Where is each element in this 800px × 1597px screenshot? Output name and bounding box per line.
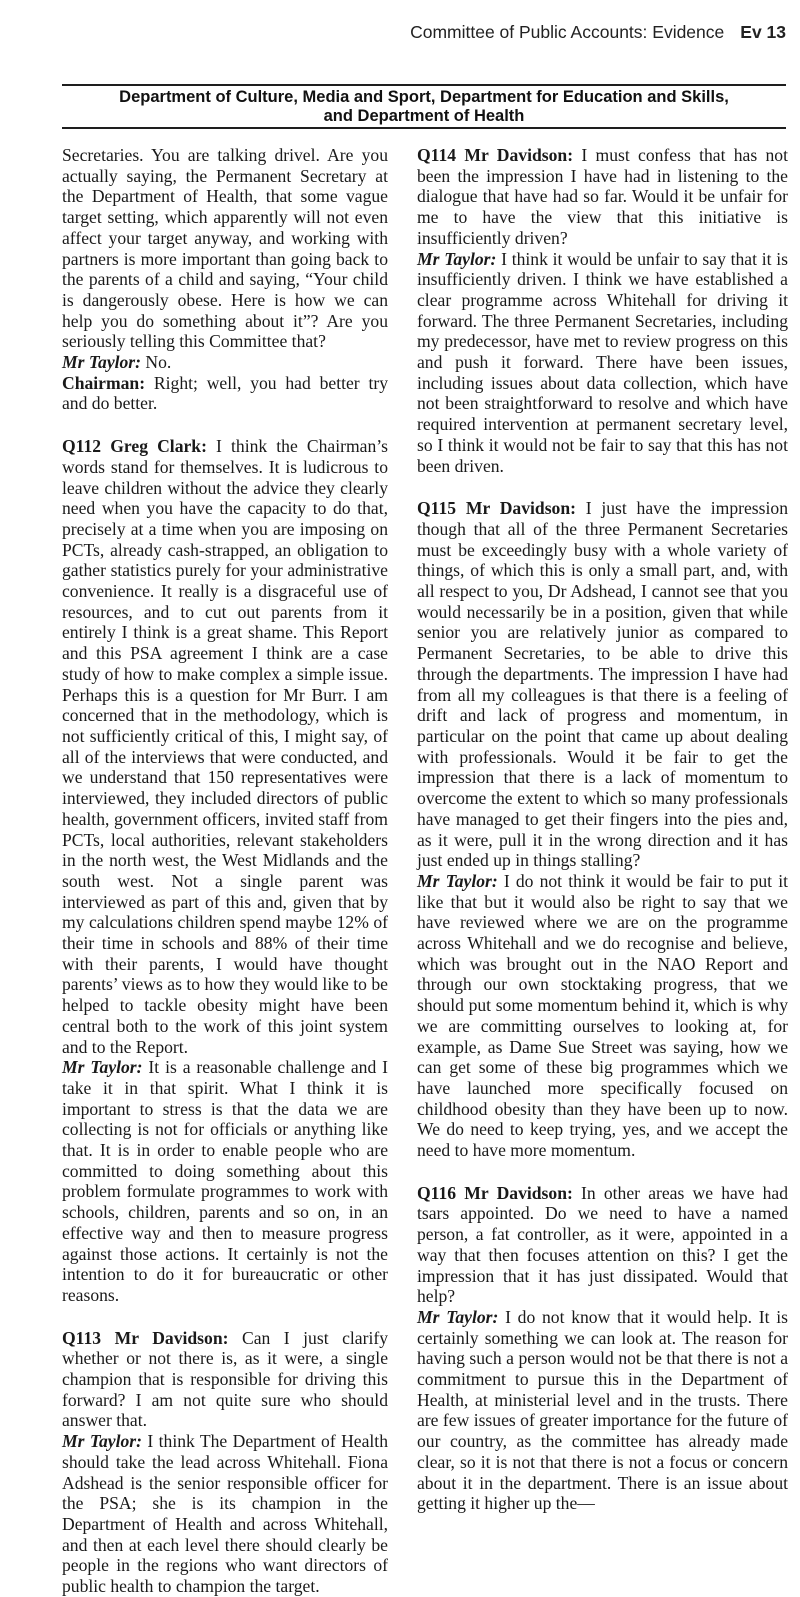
question-number: Q112: [62, 436, 102, 457]
question-q115: [417, 498, 788, 871]
answer-text: I think it would be unfair to say that it is insufficiently driven. I think we have established a clear programme across Whitehall for driving it forward. The three Permanent Secretaries, including my predecessor, have met to review progress on this and push it forward. There have been issues, including issues about data collection, which have not been straightforward to resolve and which have required intervention at permanent secretary level, so I think it would not be fair to say that this has not been driven.: [417, 248, 788, 476]
answer-paragraph: [417, 871, 788, 1161]
speaker-name: Mr Taylor:: [62, 1057, 143, 1078]
speaker-name: Greg Clark:: [110, 436, 207, 457]
answer-paragraph: [417, 1307, 788, 1514]
question-text: I think the Chairman’s words stand for themselves. It is ludicrous to leave children without the advice they clearly need when you have the capacity to do that, precisely at a time when you are imposing on PCTs, already cash-strapped, an obligation to gather statistics purely for your administrative convenience. It really is a disgraceful use of resources, and to cut out parents from it entirely I think is a great shame. This Report and this PSA agreement I think are a case study of how to make complex a simple issue. Perhaps this is a question for Mr Burr. I am concerned that in the methodology, which is not sufficiently critical of this, I might say, of all of the interviews that were conducted, and we understand that 150 representatives were interviewed, they included directors of public health, government officers, invited staff from PCTs, local authorities, relevant stakeholders in the north west, the West Midlands and the south west. Not a single parent was interviewed as part of this and, given that by my calculations children spend maybe 12% of their time in schools and 88% of their time with their parents, I would have thought parents’ views as to how they would like to be helped to tackle obesity might have been central both to the work of this joint system and to the Report.: [62, 436, 388, 1057]
speaker-name: Mr Taylor:: [417, 248, 497, 269]
answer-text: No.: [141, 352, 172, 373]
bottom-rule: [62, 127, 786, 129]
chairman-paragraph: [62, 373, 388, 414]
answer-paragraph: [417, 249, 788, 477]
top-rule: [62, 84, 786, 86]
page-number: Ev 13: [740, 22, 786, 42]
question-q113: [62, 1328, 388, 1432]
answer-text: I do not think it would be fair to put it like that but it would also be right to say that we have reviewed where we are on the programme across Whitehall and we do recognise and believe, which was brought out in the NAO Report and through our own stocktaking progress, that we should put some momentum behind it, which is why we are committing ourselves to looking at, for example, as Dame Sue Street was saying, how we can get some of these big programmes which we have launched more specifically focused on childhood obesity than they have been up to now. We do need to keep trying, yes, and we accept the need to have more momentum.: [417, 870, 788, 1161]
paragraph: Secretaries. You are talking drivel. Are you actually saying, the Permanent Secretary at the Department of Health, that some vague target setting, which apparently will not even affect your target anyway, and working with partners is more important than going back to the parents of a child and saying, “Your child is dangerously obese. Here is how we can help you do something about it”? Are you seriously telling this Committee that?: [62, 145, 388, 352]
speaker-name: Mr Davidson:: [114, 1327, 229, 1348]
right-column: [417, 145, 788, 1514]
section-title: [62, 88, 786, 126]
question-q114: [417, 145, 788, 249]
question-number: Q114: [417, 145, 457, 165]
question-text: Can I just clarify whether or not there is, as it were, a single champion that is responsible for driving this forward? I am not quite sure who should answer that.: [62, 1327, 388, 1431]
speaker-name: Mr Davidson:: [465, 498, 576, 519]
speaker-name: Mr Davidson:: [464, 145, 574, 165]
speaker-name: Mr Taylor:: [62, 1431, 143, 1452]
running-head: [0, 22, 786, 43]
answer-paragraph: [62, 352, 388, 373]
answer-text: I do not know that it would help. It is certainly something we can look at. The reason for having such a person would not be that there is not a commitment to pursue this in the Department of Health, at ministerial level and in the trusts. There are few issues of greater importance for the future of our country, as the committee has already made clear, so it is not that there is not a focus or concern about it in the department. There is an issue about getting it higher up the—: [417, 1306, 788, 1514]
speaker-name: Mr Taylor:: [62, 352, 142, 373]
question-text: I just have the impression though that all of the three Permanent Secretaries must be exceedingly busy with a whole variety of things, of which this is only a small part, and, with all respect to you, Dr Adshead, I cannot see that you would necessarily be in a position, given that while senior you are relatively junior as compared to Permanent Secretaries, to be able to drive this through the departments. The impression I have had from all my colleagues is that there is a feeling of drift and lack of progress and momentum, in particular on the point that came up about dealing with professionals. Would it be fair to get the impression that there is a lack of momentum to overcome the extent to which so many professionals have managed to get their fingers into the pies and, as it were, pull it in the wrong direction and it has just ended up in things stalling?: [417, 498, 788, 871]
section-title-line-2: and Department of Health: [323, 107, 525, 125]
question-text: In other areas we have had tsars appointed. Do we need to have a named person, a fat controller, as it were, appointed in a way that then focuses attention on this? I get the impression that it has just dissipated. Would that help?: [417, 1182, 788, 1307]
answer-paragraph: [62, 1057, 388, 1305]
section-title-line-1: Department of Culture, Media and Sport, Department for Education and Skills,: [119, 88, 729, 106]
answer-text: I think The Department of Health should take the lead across Whitehall. Fiona Adshead is the senior responsible officer for the PSA; she is its champion in the Department of Health and across Whitehall, and then at each level there should clearly be people in the regions who want directors of public health to champion the target.: [62, 1431, 388, 1597]
question-text: I must confess that has not been the impression I have had in listening to the dialogue that have had so far. Would it be unfair for me to have the view that this initiative is insufficiently driven?: [417, 145, 788, 248]
speaker-name: Chairman:: [62, 372, 146, 393]
speaker-name: Mr Taylor:: [417, 1306, 499, 1327]
question-number: Q113: [62, 1327, 102, 1348]
left-column: [62, 145, 388, 1597]
question-number: Q116: [417, 1182, 457, 1203]
question-number: Q115: [417, 498, 457, 519]
statement-text: Right; well, you had better try and do better.: [62, 372, 388, 414]
speaker-name: Mr Taylor:: [417, 870, 498, 891]
answer-paragraph: [62, 1431, 388, 1597]
question-q112: [62, 436, 388, 1057]
speaker-name: Mr Davidson:: [464, 1182, 573, 1203]
question-q116: [417, 1183, 788, 1307]
answer-text: It is a reasonable challenge and I take it in that spirit. What I think it is important to stress is that the data we are collecting is not for officials or anything like that. It is in order to enable people who are committed to doing something about this problem formulate programmes to work with schools, children, parents and so on, in an effective way and then to measure progress against those actions. It certainly is not the intention to do it for bureaucratic or other reasons.: [62, 1057, 388, 1305]
running-title: Committee of Public Accounts: Evidence: [410, 22, 725, 42]
